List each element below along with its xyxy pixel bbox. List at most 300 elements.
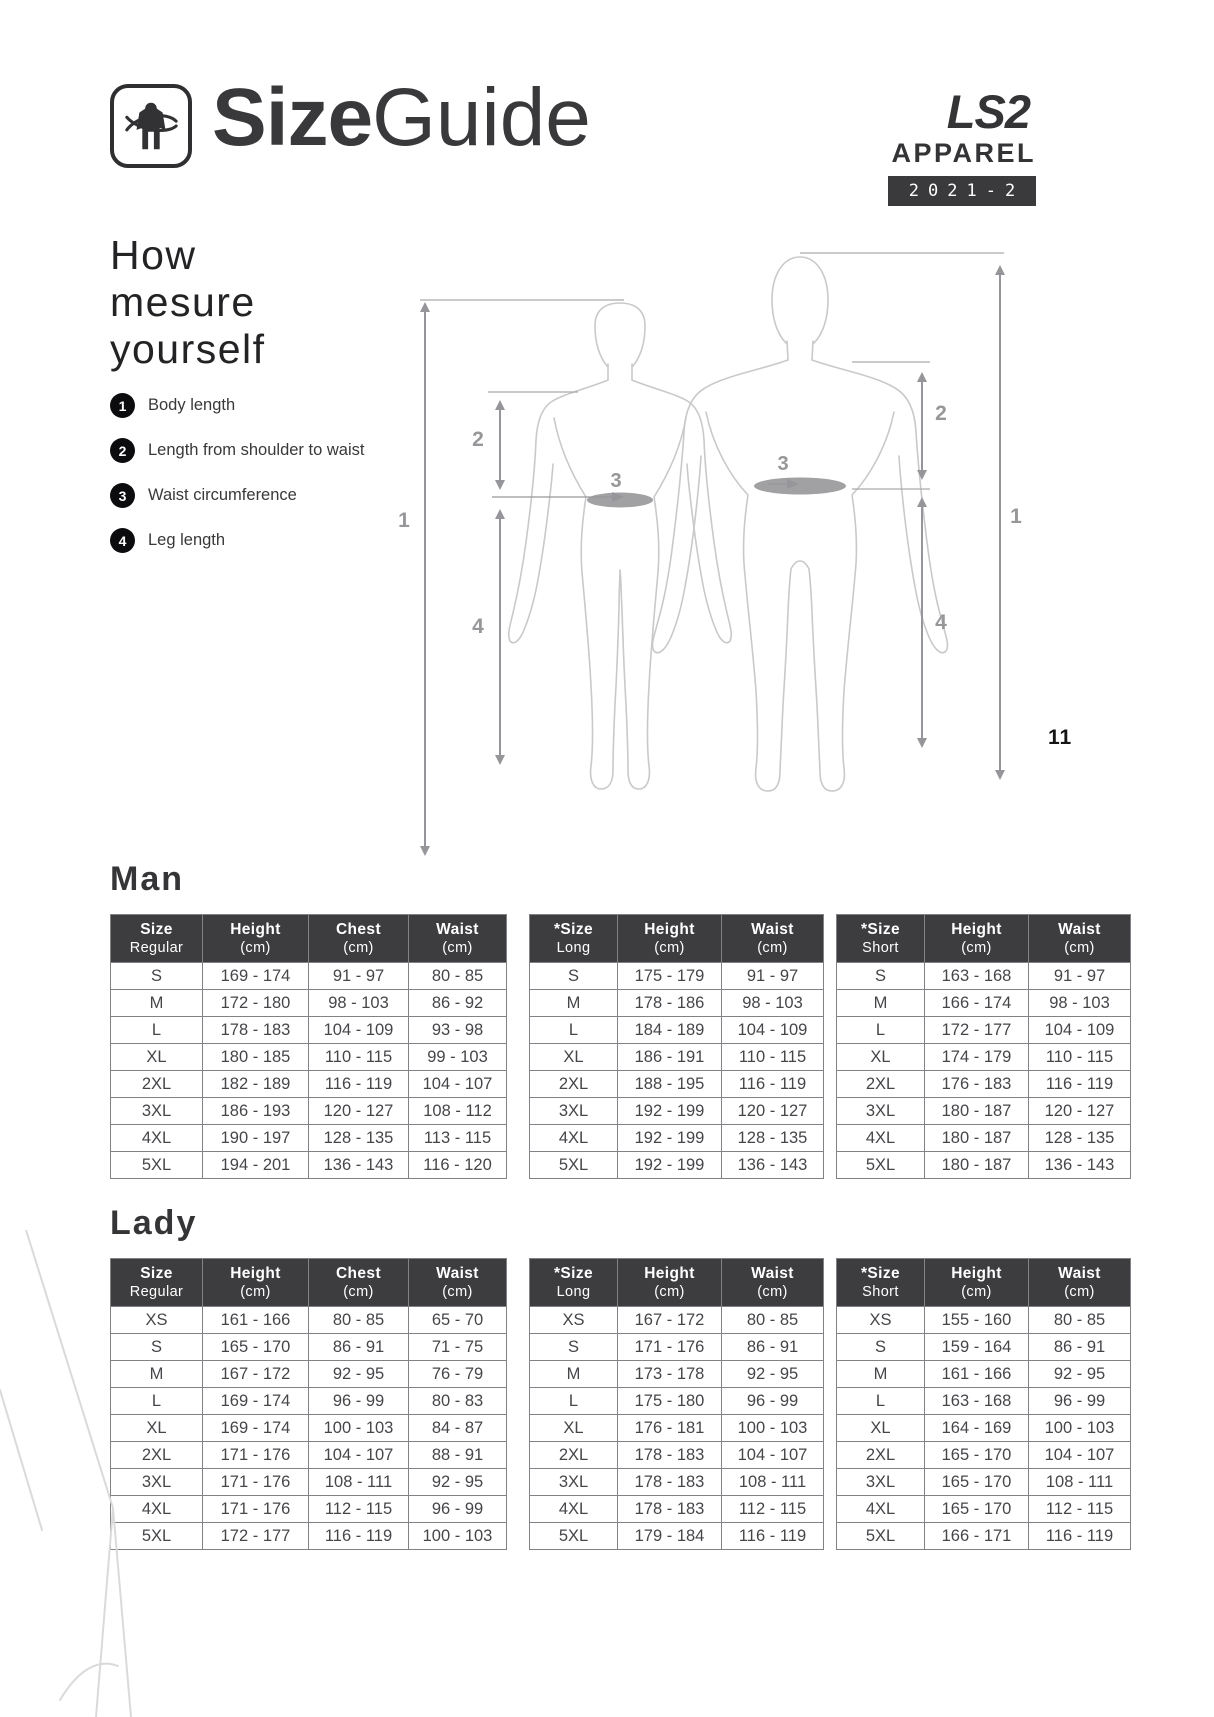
table-cell: 100 - 103 [309, 1415, 409, 1442]
arrow-label-leg-length-broad: 4 [935, 611, 947, 634]
table-cell: 2XL [111, 1442, 203, 1469]
column-header-line2: Short [862, 940, 899, 956]
table-cell: 104 - 109 [1029, 1017, 1131, 1044]
column-header-line1: Waist [751, 921, 794, 938]
table-cell: 4XL [530, 1125, 618, 1152]
table-cell: 164 - 169 [925, 1415, 1029, 1442]
table-cell: 4XL [111, 1496, 203, 1523]
table-row [837, 1307, 1131, 1334]
table-cell: 5XL [111, 1523, 203, 1550]
column-header-line2: (cm) [442, 940, 473, 956]
table-row [111, 1361, 507, 1388]
table-cell: 155 - 160 [925, 1307, 1029, 1334]
page-number: 11 [1048, 726, 1073, 749]
column-header [111, 915, 203, 963]
table-cell: 167 - 172 [203, 1361, 309, 1388]
step-shoulder-waist [110, 428, 364, 473]
table-row [111, 1071, 507, 1098]
table-cell: 192 - 199 [618, 1098, 722, 1125]
table-row [111, 1442, 507, 1469]
measurement-arrows [420, 265, 1005, 856]
table-cell: 166 - 171 [925, 1523, 1029, 1550]
table-cell: 80 - 85 [722, 1307, 824, 1334]
table-cell: 3XL [530, 1098, 618, 1125]
table-row [530, 1442, 824, 1469]
table-cell: 86 - 91 [1029, 1334, 1131, 1361]
column-header-line2: (cm) [1064, 1284, 1095, 1300]
table-cell: 100 - 103 [1029, 1415, 1131, 1442]
table-cell: 178 - 186 [618, 990, 722, 1017]
table-cell: 84 - 87 [409, 1415, 507, 1442]
table-cell: M [111, 990, 203, 1017]
table-row [111, 963, 507, 990]
table-cell: 108 - 111 [309, 1469, 409, 1496]
column-header [837, 1259, 925, 1307]
table-cell: L [837, 1017, 925, 1044]
table-row [111, 1469, 507, 1496]
table-cell: 113 - 115 [409, 1125, 507, 1152]
column-header-line2: Long [556, 1284, 591, 1300]
table-cell: 91 - 97 [722, 963, 824, 990]
table-cell: 98 - 103 [722, 990, 824, 1017]
body-figure-slim [509, 303, 731, 789]
step-2-badge: 2 [110, 438, 135, 463]
table-cell: 71 - 75 [409, 1334, 507, 1361]
table-cell: 65 - 70 [409, 1307, 507, 1334]
table-cell: 116 - 119 [722, 1523, 824, 1550]
edition-badge: 2021-2 [888, 176, 1036, 206]
column-header [837, 915, 925, 963]
table-cell: 116 - 119 [722, 1071, 824, 1098]
table-cell: 172 - 177 [203, 1523, 309, 1550]
table-cell: 5XL [530, 1523, 618, 1550]
table-cell: 104 - 107 [309, 1442, 409, 1469]
table-cell: 2XL [530, 1071, 618, 1098]
table-cell: M [837, 990, 925, 1017]
table-cell: XL [530, 1044, 618, 1071]
table-cell: XS [837, 1307, 925, 1334]
arrow-label-waist-slim: 3 [610, 470, 622, 492]
column-header [618, 915, 722, 963]
measure-steps [110, 383, 364, 563]
table-cell: S [530, 963, 618, 990]
table-cell: S [111, 1334, 203, 1361]
column-header [618, 1259, 722, 1307]
table-cell: 76 - 79 [409, 1361, 507, 1388]
column-header [530, 915, 618, 963]
step-waist-circumference [110, 473, 364, 518]
table-cell: 88 - 91 [409, 1442, 507, 1469]
table-row [111, 1307, 507, 1334]
table-cell: 178 - 183 [203, 1017, 309, 1044]
table-cell: 188 - 195 [618, 1071, 722, 1098]
column-header-line2: (cm) [654, 1284, 685, 1300]
table-row [530, 963, 824, 990]
column-header-line2: Long [556, 940, 591, 956]
title-guide: Guide [372, 72, 591, 163]
table-cell: 178 - 183 [618, 1496, 722, 1523]
table-cell: 116 - 119 [1029, 1071, 1131, 1098]
table-cell: S [837, 1334, 925, 1361]
table-cell: 169 - 174 [203, 1415, 309, 1442]
table-cell: 166 - 174 [925, 990, 1029, 1017]
table-cell: 2XL [837, 1071, 925, 1098]
lady-heading: Lady [110, 1204, 198, 1242]
table-cell: 194 - 201 [203, 1152, 309, 1179]
table-row [111, 990, 507, 1017]
table-cell: 128 - 135 [722, 1125, 824, 1152]
table-cell: 175 - 180 [618, 1388, 722, 1415]
table-row [530, 1044, 824, 1071]
table-cell: 5XL [111, 1152, 203, 1179]
table-cell: 116 - 120 [409, 1152, 507, 1179]
table-cell: 4XL [111, 1125, 203, 1152]
table-cell: 165 - 170 [925, 1469, 1029, 1496]
howto-title-line3: yourself [110, 326, 266, 372]
table-cell: 80 - 85 [309, 1307, 409, 1334]
column-header-line2: (cm) [654, 940, 685, 956]
table-cell: L [111, 1017, 203, 1044]
table-cell: 171 - 176 [618, 1334, 722, 1361]
table-row [837, 1017, 1131, 1044]
table-cell: 167 - 172 [618, 1307, 722, 1334]
table-cell: 5XL [837, 1152, 925, 1179]
table-row [837, 1442, 1131, 1469]
table-cell: 136 - 143 [309, 1152, 409, 1179]
table-row [530, 1125, 824, 1152]
lady-short-table [836, 1258, 1131, 1550]
table-cell: 180 - 187 [925, 1152, 1029, 1179]
table-cell: 136 - 143 [722, 1152, 824, 1179]
title-size: Size [212, 72, 373, 163]
lady-long-table [529, 1258, 824, 1550]
table-row [530, 1415, 824, 1442]
table-cell: 161 - 166 [925, 1361, 1029, 1388]
column-header [409, 1259, 507, 1307]
column-header-line2: (cm) [343, 1284, 374, 1300]
waist-band-broad [754, 478, 846, 495]
table-row [111, 1388, 507, 1415]
table-cell: 4XL [530, 1496, 618, 1523]
table-cell: 110 - 115 [1029, 1044, 1131, 1071]
table-cell: 176 - 183 [925, 1071, 1029, 1098]
column-header [409, 915, 507, 963]
reference-lines [420, 253, 1004, 489]
table-cell: 112 - 115 [1029, 1496, 1131, 1523]
howto-title-line1: How [110, 232, 197, 278]
table-row [111, 1044, 507, 1071]
table-row [111, 1152, 507, 1179]
column-header [530, 1259, 618, 1307]
table-row [530, 1098, 824, 1125]
table-row [530, 1496, 824, 1523]
brand-block [888, 86, 1036, 206]
lady-tables-row [110, 1258, 1131, 1550]
arrow-label-leg-length-slim: 4 [472, 615, 484, 638]
column-header-line2: Short [862, 1284, 899, 1300]
column-header-line1: Height [230, 1265, 281, 1282]
column-header-line1: Height [230, 921, 281, 938]
header-row [837, 1259, 1131, 1307]
header-row [111, 915, 507, 963]
man-heading: Man [110, 860, 184, 898]
column-header [203, 915, 309, 963]
step-1-badge: 1 [110, 393, 135, 418]
column-header-line2: (cm) [1064, 940, 1095, 956]
column-header [1029, 915, 1131, 963]
table-cell: 116 - 119 [309, 1523, 409, 1550]
page-title [212, 72, 591, 164]
column-header-line2: Regular [129, 1284, 184, 1300]
table-cell: 80 - 85 [1029, 1307, 1131, 1334]
table-cell: 100 - 103 [409, 1523, 507, 1550]
table-cell: 92 - 95 [409, 1469, 507, 1496]
column-header [1029, 1259, 1131, 1307]
arrow-label-body-length-broad: 1 [1010, 505, 1022, 528]
table-cell: 169 - 174 [203, 963, 309, 990]
step-4-label: Leg length [148, 531, 226, 549]
man-section [110, 860, 1131, 1179]
table-row [837, 1044, 1131, 1071]
column-header-line1: Height [644, 921, 695, 938]
header-row [111, 1259, 507, 1307]
column-header-line2: (cm) [961, 940, 992, 956]
table-cell: 86 - 92 [409, 990, 507, 1017]
table-cell: XL [837, 1415, 925, 1442]
measurement-diagram [340, 230, 1060, 880]
column-header [309, 1259, 409, 1307]
table-cell: 136 - 143 [1029, 1152, 1131, 1179]
table-cell: 112 - 115 [309, 1496, 409, 1523]
table-cell: 96 - 99 [1029, 1388, 1131, 1415]
table-cell: 192 - 199 [618, 1152, 722, 1179]
table-cell: 128 - 135 [1029, 1125, 1131, 1152]
table-cell: 120 - 127 [722, 1098, 824, 1125]
table-row [837, 1334, 1131, 1361]
table-row [837, 1152, 1131, 1179]
table-cell: S [111, 963, 203, 990]
table-cell: XS [530, 1307, 618, 1334]
column-header-line1: Chest [335, 921, 382, 938]
table-row [837, 1071, 1131, 1098]
column-header-line1: Waist [436, 921, 479, 938]
column-header-line1: Size [140, 921, 173, 938]
table-cell: 96 - 99 [309, 1388, 409, 1415]
column-header-line1: Height [951, 921, 1002, 938]
table-row [530, 1152, 824, 1179]
table-cell: 165 - 170 [925, 1442, 1029, 1469]
table-row [837, 963, 1131, 990]
apparel-jacket-icon [110, 84, 192, 168]
column-header-line1: *Size [860, 921, 901, 938]
table-row [530, 1361, 824, 1388]
table-cell: 173 - 178 [618, 1361, 722, 1388]
table-row [111, 1334, 507, 1361]
table-cell: 184 - 189 [618, 1017, 722, 1044]
column-header-line1: Chest [335, 1265, 382, 1282]
column-header [203, 1259, 309, 1307]
table-cell: 178 - 183 [618, 1469, 722, 1496]
column-header [309, 915, 409, 963]
column-header-line2: (cm) [757, 940, 788, 956]
table-cell: 182 - 189 [203, 1071, 309, 1098]
step-4-badge: 4 [110, 528, 135, 553]
table-row [837, 1523, 1131, 1550]
step-body-length [110, 383, 364, 428]
table-cell: 110 - 115 [722, 1044, 824, 1071]
column-header-line1: Height [644, 1265, 695, 1282]
table-row [111, 1017, 507, 1044]
table-cell: 171 - 176 [203, 1442, 309, 1469]
arrow-label-shoulder-waist-broad: 2 [935, 402, 947, 425]
table-row [111, 1415, 507, 1442]
table-cell: 104 - 107 [722, 1442, 824, 1469]
table-cell: 4XL [837, 1496, 925, 1523]
table-cell: 159 - 164 [925, 1334, 1029, 1361]
table-cell: XS [111, 1307, 203, 1334]
table-cell: 92 - 95 [1029, 1361, 1131, 1388]
table-cell: 5XL [837, 1523, 925, 1550]
table-cell: 128 - 135 [309, 1125, 409, 1152]
table-row [530, 990, 824, 1017]
table-cell: L [837, 1388, 925, 1415]
table-cell: M [837, 1361, 925, 1388]
column-header-line1: Waist [436, 1265, 479, 1282]
table-cell: 180 - 187 [925, 1125, 1029, 1152]
table-row [530, 1469, 824, 1496]
table-cell: 186 - 193 [203, 1098, 309, 1125]
table-cell: 104 - 109 [722, 1017, 824, 1044]
column-header [722, 1259, 824, 1307]
jacket-glyph [122, 96, 180, 156]
table-cell: 179 - 184 [618, 1523, 722, 1550]
table-cell: 4XL [837, 1125, 925, 1152]
table-row [111, 1496, 507, 1523]
table-cell: 3XL [837, 1469, 925, 1496]
step-leg-length [110, 518, 364, 563]
table-cell: S [530, 1334, 618, 1361]
column-header-line1: *Size [860, 1265, 901, 1282]
table-row [530, 1523, 824, 1550]
table-cell: 2XL [837, 1442, 925, 1469]
arrow-label-shoulder-waist-slim: 2 [472, 428, 484, 451]
table-cell: 120 - 127 [1029, 1098, 1131, 1125]
table-cell: M [111, 1361, 203, 1388]
table-cell: 165 - 170 [925, 1496, 1029, 1523]
table-cell: XL [111, 1044, 203, 1071]
column-header-line2: (cm) [240, 1284, 271, 1300]
table-cell: 80 - 85 [409, 963, 507, 990]
table-cell: XL [530, 1415, 618, 1442]
table-cell: 92 - 95 [309, 1361, 409, 1388]
table-row [111, 1098, 507, 1125]
table-cell: 120 - 127 [309, 1098, 409, 1125]
table-row [530, 1071, 824, 1098]
table-cell: XL [837, 1044, 925, 1071]
table-cell: L [111, 1388, 203, 1415]
column-header-line2: (cm) [240, 940, 271, 956]
table-cell: 96 - 99 [722, 1388, 824, 1415]
table-cell: 116 - 119 [309, 1071, 409, 1098]
table-cell: 178 - 183 [618, 1442, 722, 1469]
table-row [530, 1017, 824, 1044]
brand-logo: LS2 [946, 85, 1030, 138]
step-3-badge: 3 [110, 483, 135, 508]
table-row [530, 1307, 824, 1334]
table-cell: 96 - 99 [409, 1496, 507, 1523]
table-cell: 180 - 185 [203, 1044, 309, 1071]
table-row [837, 1496, 1131, 1523]
table-cell: 110 - 115 [309, 1044, 409, 1071]
column-header-line1: Waist [1058, 1265, 1101, 1282]
header-row [530, 915, 824, 963]
arrow-label-waist-broad: 3 [777, 453, 789, 475]
howto-title-line2: mesure [110, 279, 256, 325]
column-header-line1: Size [140, 1265, 173, 1282]
table-cell: 100 - 103 [722, 1415, 824, 1442]
table-cell: 190 - 197 [203, 1125, 309, 1152]
table-cell: 108 - 111 [1029, 1469, 1131, 1496]
table-cell: 172 - 177 [925, 1017, 1029, 1044]
step-3-label: Waist circumference [148, 486, 297, 504]
table-cell: 104 - 109 [309, 1017, 409, 1044]
table-cell: 91 - 97 [1029, 963, 1131, 990]
column-header-line1: Waist [751, 1265, 794, 1282]
table-cell: 3XL [837, 1098, 925, 1125]
table-cell: 180 - 187 [925, 1098, 1029, 1125]
column-header [925, 1259, 1029, 1307]
table-cell: 86 - 91 [309, 1334, 409, 1361]
table-cell: 3XL [111, 1469, 203, 1496]
table-cell: 163 - 168 [925, 1388, 1029, 1415]
table-cell: 171 - 176 [203, 1469, 309, 1496]
table-row [111, 1523, 507, 1550]
step-1-label: Body length [148, 396, 236, 414]
table-cell: 91 - 97 [309, 963, 409, 990]
column-header-line2: (cm) [343, 940, 374, 956]
table-row [837, 1469, 1131, 1496]
table-cell: 86 - 91 [722, 1334, 824, 1361]
column-header [925, 915, 1029, 963]
waist-band-slim [587, 493, 653, 508]
table-cell: 92 - 95 [722, 1361, 824, 1388]
table-row [837, 990, 1131, 1017]
table-cell: 104 - 107 [409, 1071, 507, 1098]
column-header-line1: *Size [553, 921, 594, 938]
column-header-line2: (cm) [442, 1284, 473, 1300]
table-row [111, 1125, 507, 1152]
table-cell: 3XL [111, 1098, 203, 1125]
table-cell: 108 - 112 [409, 1098, 507, 1125]
table-cell: 171 - 176 [203, 1496, 309, 1523]
column-header-line1: Height [951, 1265, 1002, 1282]
table-row [837, 1388, 1131, 1415]
column-header [722, 915, 824, 963]
column-header-line2: Regular [129, 940, 184, 956]
table-cell: 116 - 119 [1029, 1523, 1131, 1550]
table-cell: 161 - 166 [203, 1307, 309, 1334]
step-2-label: Length from shoulder to waist [148, 441, 365, 459]
table-cell: 163 - 168 [925, 963, 1029, 990]
table-cell: 165 - 170 [203, 1334, 309, 1361]
table-cell: 192 - 199 [618, 1125, 722, 1152]
table-cell: 2XL [111, 1071, 203, 1098]
table-cell: 5XL [530, 1152, 618, 1179]
table-cell: 169 - 174 [203, 1388, 309, 1415]
man-long-table [529, 914, 824, 1179]
table-row [837, 1415, 1131, 1442]
table-cell: M [530, 1361, 618, 1388]
